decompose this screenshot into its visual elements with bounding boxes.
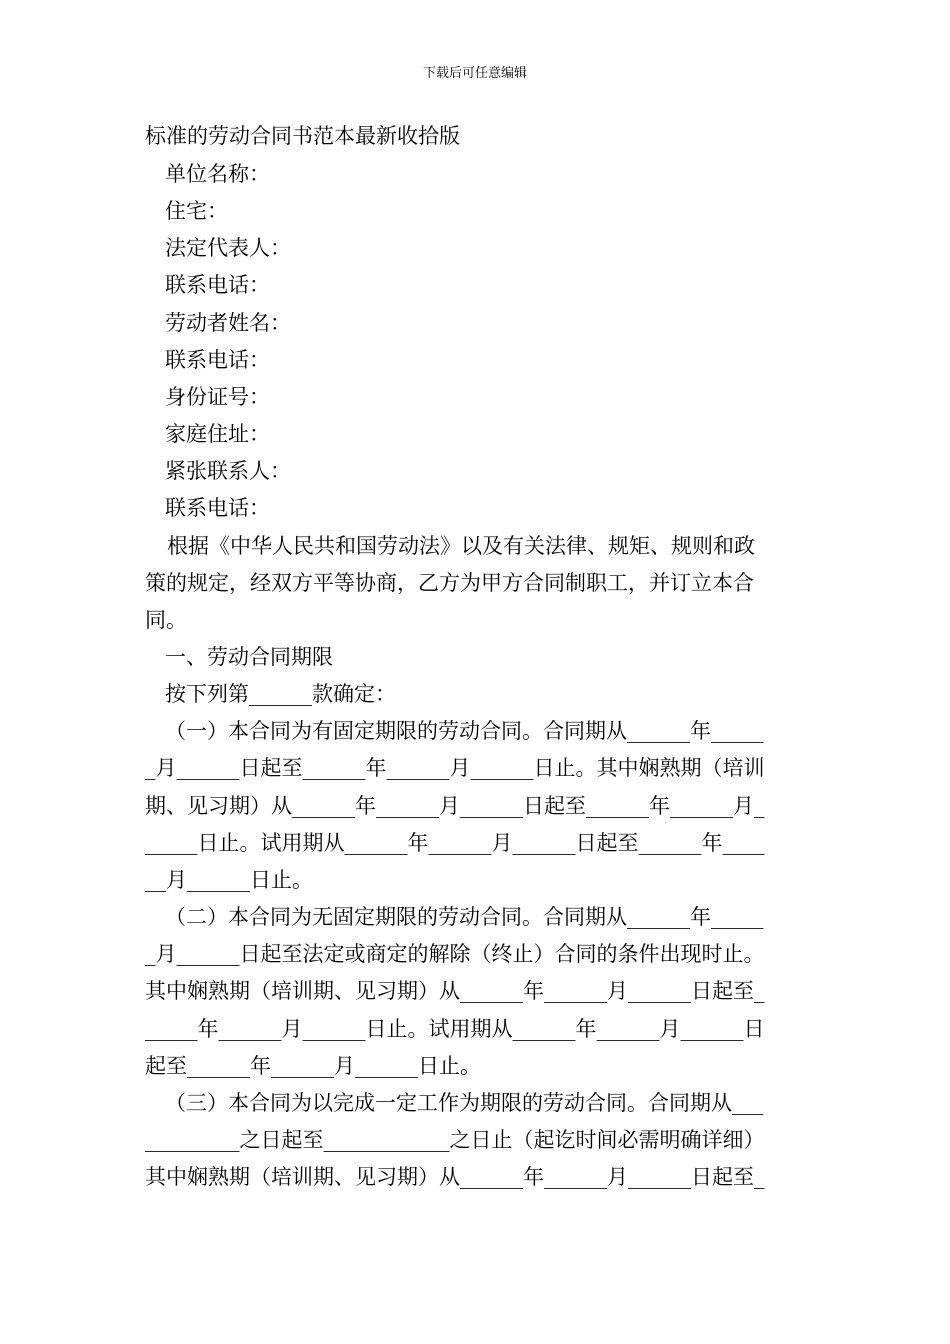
- field-id-number: 身份证号：: [165, 385, 270, 409]
- clause-2-line: 其中娴熟期（培训期、见习期）从______年______月______日起至_: [145, 979, 765, 1003]
- clause-1-line: 期、见习期）从______年______月______日起至______年______月_: [145, 794, 765, 818]
- clause-2-line: 起至______年______月______日止。: [145, 1054, 481, 1078]
- clause-2-line: （二）本合同为无固定期限的劳动合同。合同期从______年_____: [165, 905, 764, 929]
- intro-paragraph-line: 根据《中华人民共和国劳动法》以及有关法律、规矩、规则和政: [167, 534, 755, 558]
- page-header-note: 下载后可任意编辑: [422, 66, 527, 81]
- field-worker-name: 劳动者姓名：: [165, 311, 291, 335]
- clause-2-line: _____年______月______日止。试用期从______年______月______日: [145, 1017, 765, 1041]
- field-worker-phone: 联系电话：: [165, 348, 270, 372]
- field-company-phone: 联系电话：: [165, 273, 270, 297]
- clause-3-line: 其中娴熟期（培训期、见习期）从______年______月______日起至_: [145, 1165, 765, 1189]
- section-heading-term: 一、劳动合同期限: [165, 645, 333, 669]
- clause-choice-line: 按下列第______款确定：: [165, 682, 396, 706]
- document-title: 标准的劳动合同书范本最新收拾版: [145, 124, 460, 148]
- clause-3-line: _________之日起至____________之日止（起讫时间必需明确详细）: [145, 1128, 765, 1152]
- clause-3-line: （三）本合同为以完成一定工作为期限的劳动合同。合同期从___: [165, 1091, 764, 1115]
- field-emergency-contact: 紧张联系人：: [165, 459, 291, 483]
- clause-1-line: _月______日起至______年______月______日止。其中娴熟期（培训: [145, 756, 765, 780]
- field-emergency-phone: 联系电话：: [165, 496, 270, 520]
- clause-2-line: _月______日起至法定或商定的解除（终止）合同的条件出现时止。: [145, 942, 765, 966]
- intro-paragraph-line: 策的规定，经双方平等协商，乙方为甲方合同制职工，并订立本合: [145, 571, 754, 595]
- clause-1-line: _____日止。试用期从______年______月______日起至______年____: [145, 831, 765, 855]
- clause-1-line: __月______日止。: [145, 868, 313, 892]
- field-address: 住宅：: [165, 199, 228, 223]
- field-home-address: 家庭住址：: [165, 422, 270, 446]
- intro-paragraph-line: 同。: [145, 608, 187, 632]
- clause-1-line: （一）本合同为有固定期限的劳动合同。合同期从______年_____: [165, 719, 764, 743]
- field-legal-representative: 法定代表人：: [165, 236, 291, 260]
- field-company-name: 单位名称：: [165, 162, 270, 186]
